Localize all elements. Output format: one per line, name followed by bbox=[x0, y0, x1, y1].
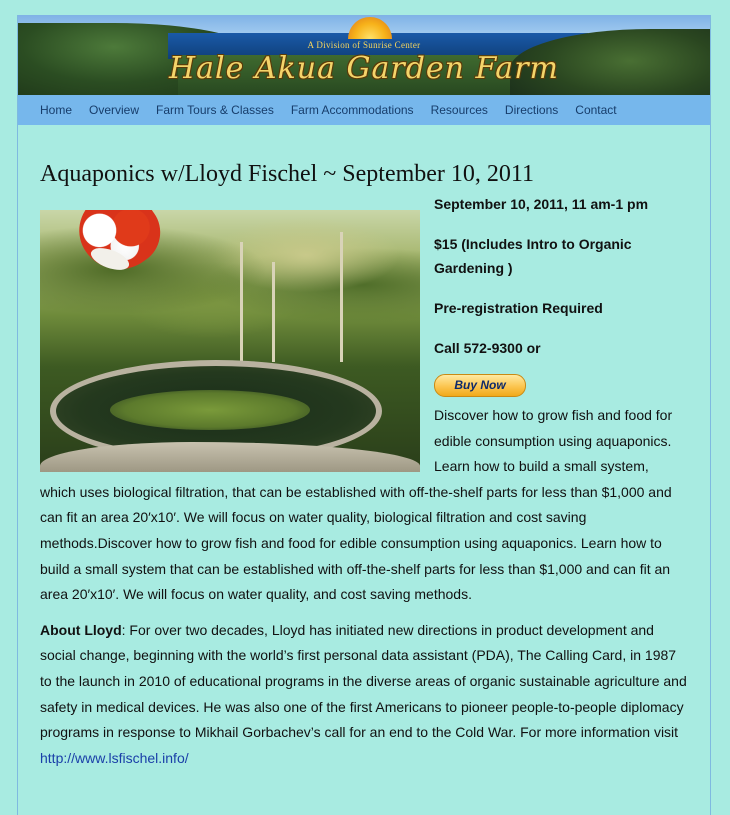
event-price: $15 (Includes Intro to Organic bbox=[434, 236, 632, 252]
page-container bbox=[17, 15, 711, 815]
event-date: September 10, 2011, 11 am-1 pm bbox=[434, 196, 649, 212]
about-lloyd bbox=[40, 618, 688, 772]
event-price-cont: Gardening ) bbox=[434, 260, 513, 276]
event-registration: Pre-registration Required bbox=[434, 300, 603, 316]
post-content bbox=[18, 125, 710, 771]
post-description: Discover how to grow fish and food for edible consumption using aquaponics. Learn how to build a small system, which uses biological filtration, that can be established with off-the-shelf parts for less than $1,000 and can fit an area 20′x10′. We will focus on water quality, biological filtration and cost saving methods.Discover how to grow fish and food for edible consumption using aquaponics. Learn how to build a small system that can be established with off-the-shelf parts for less than $1,000 and can fit an area 20′x10′. We will focus on water quality, and cost saving methods. bbox=[40, 407, 673, 603]
sun-logo-icon bbox=[348, 17, 392, 39]
nav-item-farm-accommodations[interactable]: Farm Accommodations bbox=[290, 103, 414, 117]
main-nav bbox=[18, 95, 710, 125]
nav-item-farm-tours[interactable]: Farm Tours & Classes bbox=[156, 103, 274, 117]
image-trunk bbox=[272, 262, 275, 362]
nav-item-resources[interactable]: Resources bbox=[430, 103, 488, 117]
nav-item-home[interactable]: Home bbox=[40, 103, 73, 117]
image-trunk bbox=[340, 232, 343, 362]
nav-item-contact[interactable]: Contact bbox=[575, 103, 617, 117]
buy-now-button[interactable]: Buy Now bbox=[434, 374, 526, 397]
site-title[interactable]: Hale Akua Garden Farm bbox=[169, 51, 559, 86]
event-call: Call 572-9300 or bbox=[434, 340, 541, 356]
post-title: Aquaponics w/Lloyd Fischel ~ September 10, 2011 bbox=[40, 161, 535, 187]
koi-pond-image bbox=[40, 210, 420, 472]
about-label: About Lloyd bbox=[40, 621, 122, 638]
site-tagline: A Division of Sunrise Center bbox=[307, 40, 421, 50]
lsfischel-link[interactable]: http://www.lsfischel.info/ bbox=[40, 749, 189, 766]
nav-item-overview[interactable]: Overview bbox=[89, 103, 140, 117]
site-banner[interactable] bbox=[18, 15, 710, 95]
image-lilypads bbox=[110, 390, 310, 430]
image-trunk bbox=[240, 242, 243, 362]
about-text: : For over two decades, Lloyd has initiated new directions in product development and social change, beginning with the world’s first personal data assistant (PDA), The Calling Card, in 1987 to the launch in 2010 of educational programs in the diverse areas of organic sustainable agriculture and safety in medical devices. He was also one of the first Americans to pioneer people-to-people diplomacy programs in response to Mikhail Gorbachev’s call for an end to the Cold War. For more information visit bbox=[40, 621, 687, 741]
image-rocks bbox=[40, 442, 420, 472]
nav-item-directions[interactable]: Directions bbox=[504, 103, 559, 117]
